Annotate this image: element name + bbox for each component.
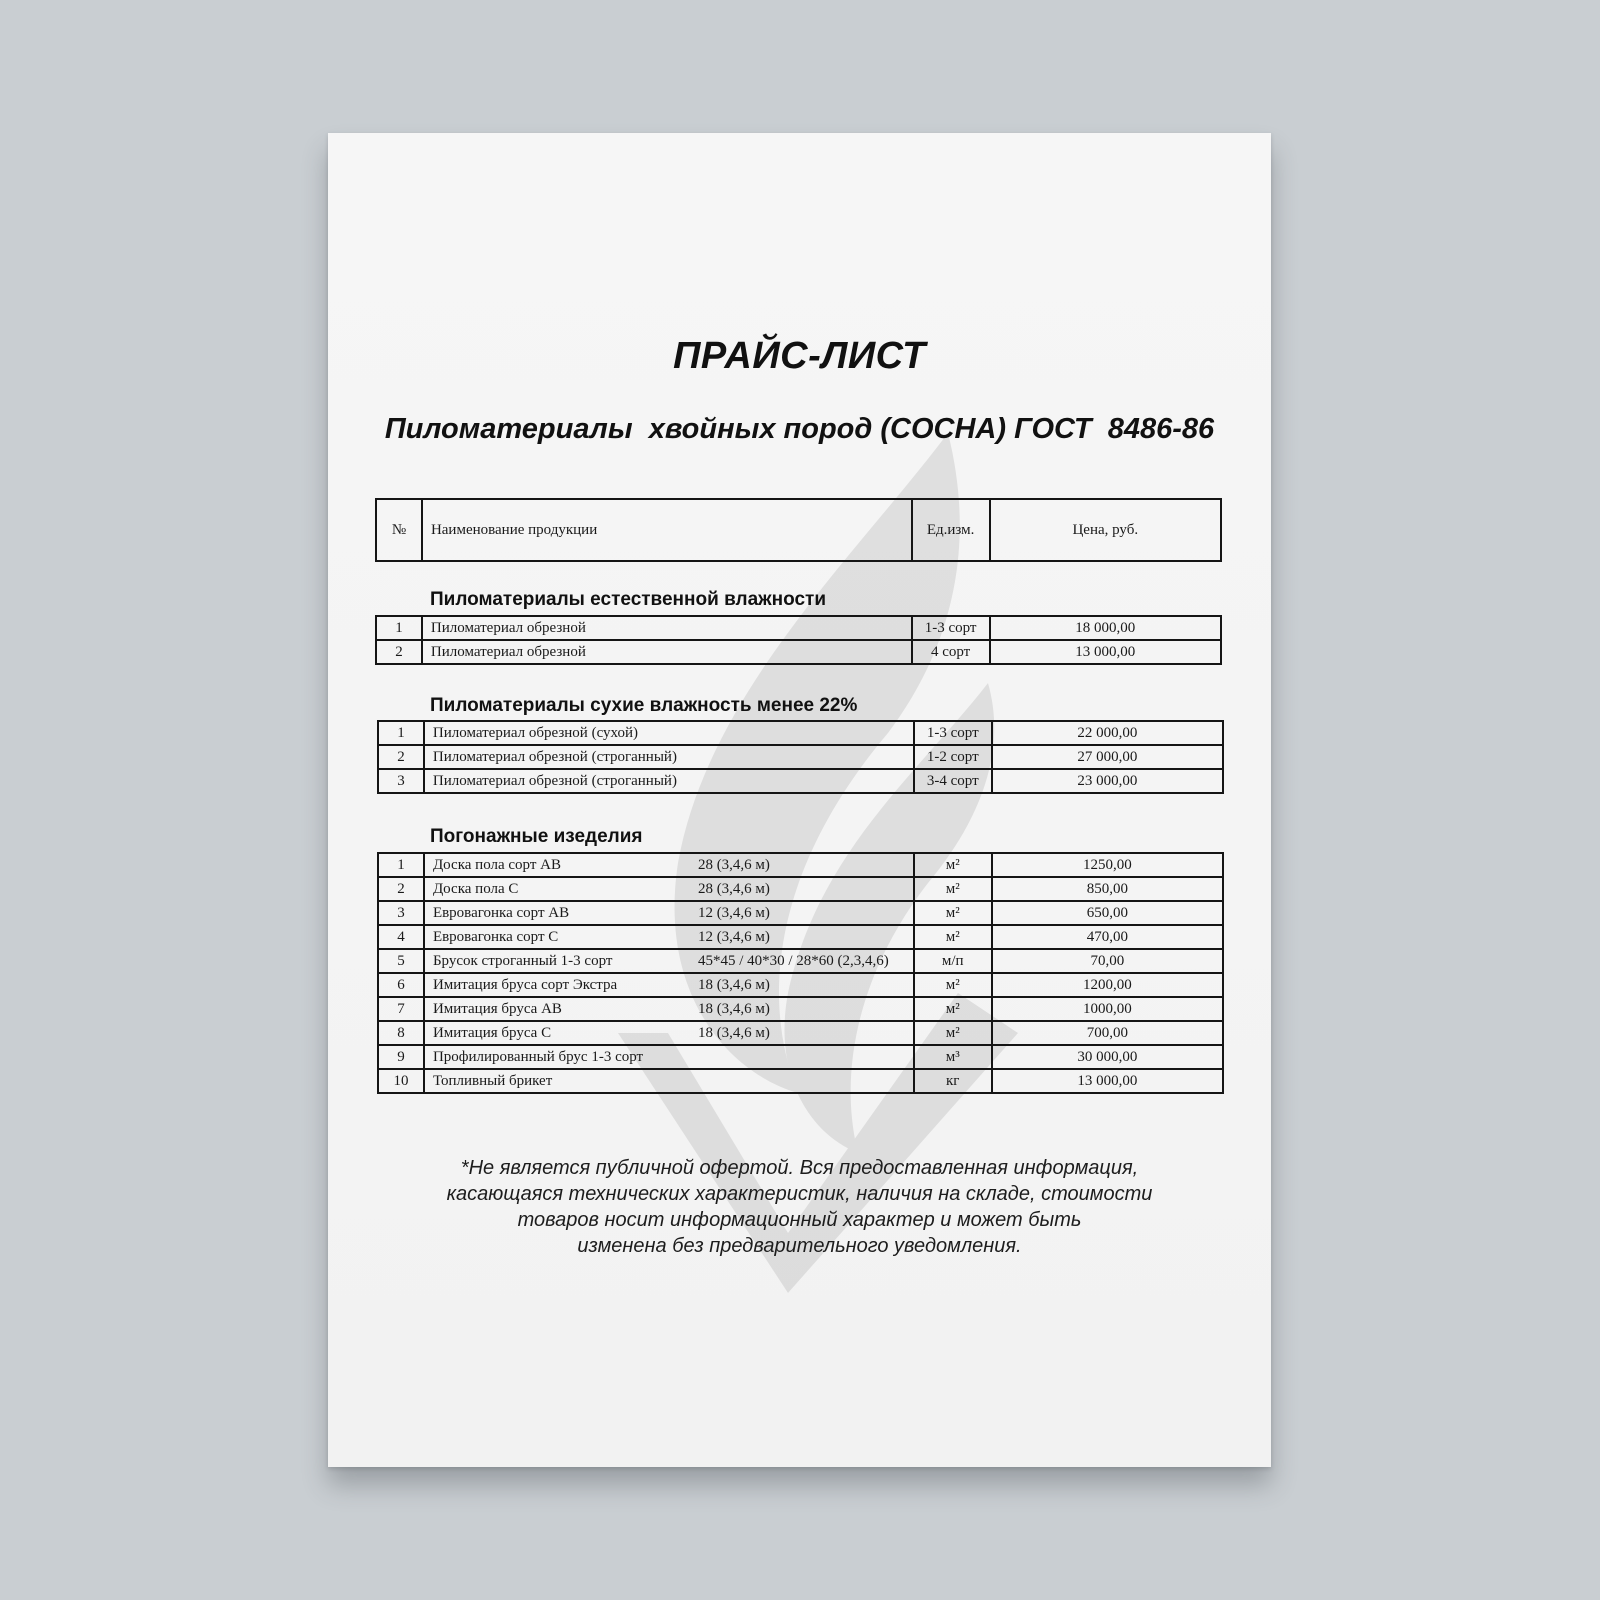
section-heading-dry: Пиломатериалы сухие влажность менее 22% — [430, 695, 858, 716]
row-unit: м² — [914, 973, 992, 997]
row-name: Евровагонка сорт АВ — [432, 905, 570, 921]
row-number: 3 — [378, 769, 424, 793]
row-name: Имитация бруса С — [432, 1025, 552, 1041]
table-dry — [377, 720, 1224, 794]
row-dimensions: 18 (3,4,6 м) — [697, 1001, 770, 1017]
row-unit: 1-2 сорт — [914, 745, 992, 769]
table-row — [378, 1069, 1223, 1093]
row-dimensions: 28 (3,4,6 м) — [697, 881, 770, 897]
row-price: 850,00 — [992, 877, 1223, 901]
page-title: ПРАЙС-ЛИСТ — [673, 335, 926, 377]
row-unit: м² — [914, 901, 992, 925]
row-name-cell — [424, 973, 914, 997]
row-name-cell — [424, 877, 914, 901]
note-line: изменена без предварительного уведомления. — [577, 1235, 1022, 1257]
row-number: 2 — [378, 745, 424, 769]
row-unit: м³ — [914, 1045, 992, 1069]
row-name: Доска пола С — [432, 881, 519, 897]
row-dimensions: 45*45 / 40*30 / 28*60 (2,3,4,6) — [697, 953, 889, 969]
row-unit: м² — [914, 997, 992, 1021]
row-number: 1 — [376, 616, 422, 640]
table-molded-products — [377, 852, 1224, 1094]
disclaimer-note — [328, 1155, 1271, 1259]
row-name: Пиломатериал обрезной (строганный) — [424, 769, 914, 793]
row-price: 18 000,00 — [990, 616, 1221, 640]
row-dimensions: 18 (3,4,6 м) — [697, 1025, 770, 1041]
row-number: 2 — [378, 877, 424, 901]
row-name-cell — [424, 1069, 914, 1093]
price-list-sheet — [328, 133, 1271, 1467]
row-unit: м² — [914, 925, 992, 949]
row-number: 3 — [378, 901, 424, 925]
row-price: 27 000,00 — [992, 745, 1223, 769]
row-price: 22 000,00 — [992, 721, 1223, 745]
table-row — [376, 640, 1221, 664]
row-price: 1200,00 — [992, 973, 1223, 997]
header-unit: Ед.изм. — [912, 499, 990, 561]
row-number: 8 — [378, 1021, 424, 1045]
row-name-cell — [424, 997, 914, 1021]
table-row — [378, 877, 1223, 901]
row-name: Брусок строганный 1-3 сорт — [432, 953, 613, 969]
row-price: 13 000,00 — [992, 1069, 1223, 1093]
note-line: касающаяся технических характеристик, наличия на складе, стоимости — [446, 1183, 1153, 1205]
row-unit: 4 сорт — [912, 640, 990, 664]
row-unit: м² — [914, 1021, 992, 1045]
row-unit: 1-3 сорт — [912, 616, 990, 640]
row-number: 1 — [378, 853, 424, 877]
page-subtitle: Пиломатериалы хвойных пород (СОСНА) ГОСТ 8486-86 — [384, 413, 1215, 445]
row-number: 6 — [378, 973, 424, 997]
table-row — [378, 1045, 1223, 1069]
table-row — [378, 925, 1223, 949]
row-number: 9 — [378, 1045, 424, 1069]
row-name: Топливный брикет — [432, 1073, 553, 1089]
table-row — [378, 745, 1223, 769]
note-line: товаров носит информационный характер и может быть — [517, 1209, 1082, 1231]
table-row — [378, 1021, 1223, 1045]
row-unit: 3-4 сорт — [914, 769, 992, 793]
row-unit: м/п — [914, 949, 992, 973]
row-name: Доска пола сорт АВ — [432, 857, 561, 873]
row-price: 70,00 — [992, 949, 1223, 973]
row-name-cell — [424, 853, 914, 877]
header-price: Цена, руб. — [990, 499, 1221, 561]
header-number: № — [376, 499, 422, 561]
row-dimensions: 12 (3,4,6 м) — [697, 905, 770, 921]
row-price: 23 000,00 — [992, 769, 1223, 793]
row-price: 470,00 — [992, 925, 1223, 949]
table-row — [378, 769, 1223, 793]
row-name: Пиломатериал обрезной — [422, 616, 912, 640]
table-row — [378, 997, 1223, 1021]
row-price: 1250,00 — [992, 853, 1223, 877]
row-name: Пиломатериал обрезной — [422, 640, 912, 664]
row-name-cell — [424, 901, 914, 925]
table-header — [375, 498, 1222, 562]
table-row — [376, 616, 1221, 640]
row-unit: кг — [914, 1069, 992, 1093]
row-name-cell — [424, 949, 914, 973]
row-name-cell — [424, 1021, 914, 1045]
row-price: 700,00 — [992, 1021, 1223, 1045]
row-number: 7 — [378, 997, 424, 1021]
row-name: Пиломатериал обрезной (строганный) — [424, 745, 914, 769]
note-line: *Не является публичной офертой. Вся предоставленная информация, — [460, 1157, 1139, 1179]
row-dimensions: 28 (3,4,6 м) — [697, 857, 770, 873]
header-row — [376, 499, 1221, 561]
row-name: Имитация бруса сорт Экстра — [432, 977, 618, 993]
table-row — [378, 721, 1223, 745]
row-name: Евровагонка сорт С — [432, 929, 559, 945]
row-price: 650,00 — [992, 901, 1223, 925]
row-price: 30 000,00 — [992, 1045, 1223, 1069]
row-name: Имитация бруса АВ — [432, 1001, 562, 1017]
section-heading-molded-products: Погонажные изеделия — [430, 826, 643, 847]
row-number: 5 — [378, 949, 424, 973]
row-price: 13 000,00 — [990, 640, 1221, 664]
row-unit: м² — [914, 877, 992, 901]
row-number: 1 — [378, 721, 424, 745]
table-row — [378, 853, 1223, 877]
table-row — [378, 973, 1223, 997]
row-number: 4 — [378, 925, 424, 949]
row-dimensions: 12 (3,4,6 м) — [697, 929, 770, 945]
row-name: Профилированный брус 1-3 сорт — [432, 1049, 644, 1065]
table-row — [378, 901, 1223, 925]
table-natural-moisture — [375, 615, 1222, 665]
row-unit: м² — [914, 853, 992, 877]
row-dimensions: 18 (3,4,6 м) — [697, 977, 770, 993]
row-number: 10 — [378, 1069, 424, 1093]
row-name-cell — [424, 925, 914, 949]
row-number: 2 — [376, 640, 422, 664]
row-name: Пиломатериал обрезной (сухой) — [424, 721, 914, 745]
row-unit: 1-3 сорт — [914, 721, 992, 745]
row-name-cell — [424, 1045, 914, 1069]
row-price: 1000,00 — [992, 997, 1223, 1021]
header-name: Наименование продукции — [422, 499, 912, 561]
section-heading-natural-moisture: Пиломатериалы естественной влажности — [430, 589, 826, 610]
table-row — [378, 949, 1223, 973]
